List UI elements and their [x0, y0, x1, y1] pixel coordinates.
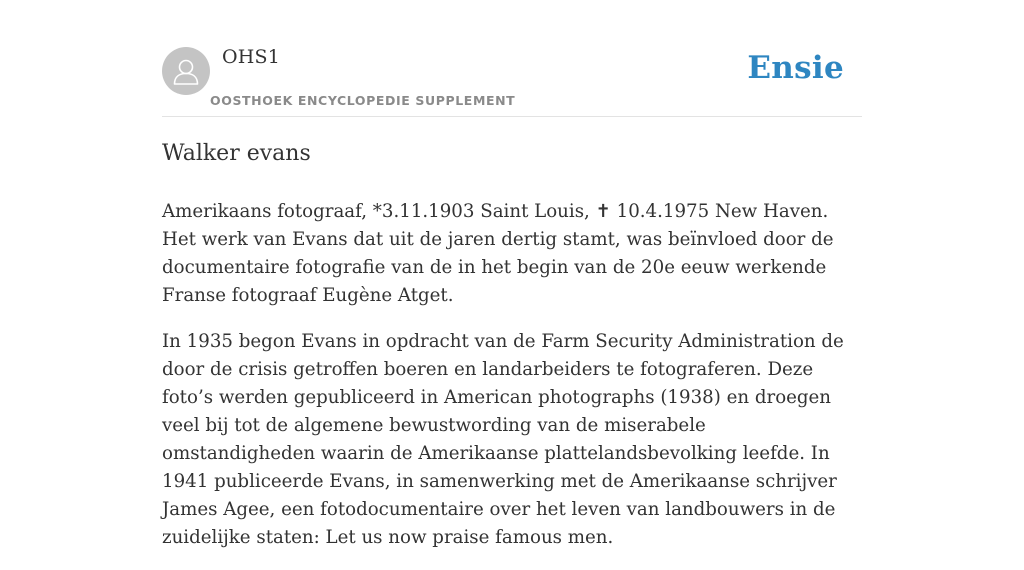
article-paragraph: Amerikaans fotograaf, *3.11.1903 Saint Louis, ✝ 10.4.1975 New Haven. Het werk van Evans dat uit de jaren dertig stamt, was beïnvloed door de documentaire fotografie van de in het begin van de 20e eeuw werkende Franse fotograaf Eugène Atget. [162, 201, 834, 306]
article-title: Walker evans [162, 141, 311, 166]
author-name[interactable]: OHS1 [222, 46, 281, 68]
article-paragraph: In 1935 begon Evans in opdracht van de Farm Security Administration de door de crisis getroffen boeren en landarbeiders te fotograferen. Deze foto’s werden gepubliceerd in American photographs (1938) en droegen veel bij tot de algemene bewustwording van de miserabele omstandigheden waarin de Amerikaanse plattelandsbevolking leefde. In 1941 publiceerde Evans, in samenwerking met de Amerikaanse schrijver James Agee, een fotodocumentaire over het leven van landbouwers in de zuidelijke staten: Let us now praise famous men. [162, 331, 844, 548]
ensie-logo[interactable]: Ensie [747, 50, 844, 86]
user-avatar-icon [162, 47, 210, 95]
source-name[interactable]: OOSTHOEK ENCYCLOPEDIE SUPPLEMENT [210, 93, 516, 108]
header [162, 0, 862, 117]
author-avatar[interactable] [162, 47, 210, 95]
article [162, 138, 862, 570]
